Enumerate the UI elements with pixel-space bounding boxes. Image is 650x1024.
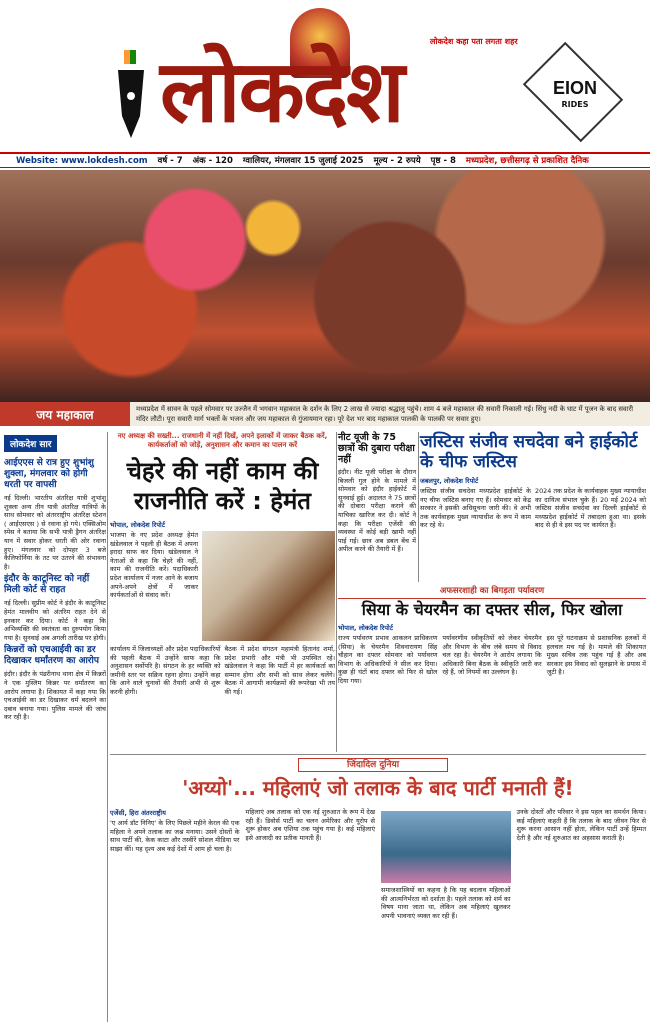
brief-headline: इंदौर के काटूनिस्ट को नहीं मिली कोर्ट से राहत bbox=[4, 574, 90, 596]
story-kicker: नए अध्यक्ष की सख्ती... राजधानी में नहीं दिखें, अपने इलाकों में जाकर बैठक करें, कार्यकर्ताओं को जोड़ें, अनुशासन और कमान का पालन करें bbox=[117, 432, 328, 449]
feature-byline: एजेंसी, हिरा अंतरराष्ट्रीय bbox=[110, 809, 166, 817]
justice-text: 2024 तक प्रदेश के कार्यवाहक मुख्य न्यायाधीश का दायित्व संभाल चुके हैं। 20 मई 2024 को जस्टिस संजीव सचदेवा का दिल्ली हाईकोर्ट से मध्यप्रदेश हाईकोर्ट में तबादला हुआ था। इसके बाद से ही वे इस पद पर कार्यरत हैं। bbox=[535, 487, 646, 530]
siya-story bbox=[338, 600, 646, 686]
neet-text: इंदौर। नीट यूजी परीक्षा के दौरान बिजली गुल होने के मामले में सोमवार को इंदौर हाईकोर्ट में सुनवाई हुई। अदालत ने 75 छात्रों की दोबारा परीक्षा कराने की याचिका खारिज कर दी। कोर्ट ने कहा कि परीक्षा एजेंसी की व्यवस्था में कोई बड़ी खामी नहीं पाई गई। छात्र अब डबल बेंच में अपील करने की तैयारी में हैं। bbox=[338, 468, 416, 554]
neet-story bbox=[338, 432, 416, 554]
eion-logo-sub: RIDES bbox=[561, 100, 589, 109]
hero-tag: जय महाकाल bbox=[0, 402, 130, 426]
place-date: ग्वालियर, मंगलवार 15 जुलाई 2025 bbox=[242, 156, 364, 166]
region-label: मध्यप्रदेश, छत्तीसगढ़ से प्रकाशित दैनिक bbox=[465, 156, 589, 166]
justice-byline: जबलपुर, लोकदेश रिपोर्ट bbox=[420, 477, 479, 485]
justice-text: जस्टिस संजीव सचदेवा मध्यप्रदेश हाईकोर्ट के नए चीफ जस्टिस बनाए गए हैं। सोमवार को केंद्र सरकार ने इसकी अधिसूचना जारी की। वे अभी तक कार्यवाहक मुख्य न्यायाधीश के रूप में काम कर रहे थे। bbox=[420, 487, 531, 530]
brief-text: नई दिल्ली। भारतीय अंतरिक्ष यात्री शुभांशु शुक्ला अन्य तीन यात्री अंतरिक्ष यात्रियों के साथ सोमवार को अंतरराष्ट्रीय अंतरिक्ष स्टेशन ( आईएसएस ) से रवाना हो गये। एक्सिओम स्पेस ने बताया कि सभी यात्री ड्रैगन अंतरिक्ष यान में सवार होकर धरती की ओर रवाना हुए। मंगलवार को दोपहर 3 बजे कैलिफोर्निया के तट पर उतरने की संभावना है। bbox=[4, 494, 106, 571]
brief-headline: आईएएस से रात्र हुए शुभांशु शुक्ला, मंगलवार को होगी धरती पर वापसी bbox=[4, 458, 94, 490]
pen-nib-icon bbox=[110, 46, 152, 141]
info-strip bbox=[0, 152, 650, 168]
feature-text: उनके दोस्तों और परिवार ने इस पहल का समर्थन किया। कई महिलाएं कहती हैं कि तलाक के बाद जीवन फिर से शुरू करना आसान नहीं होता, लेकिन पार्टी उन्हें हिम्मत देती है और नई शुरुआत का अहसास कराती है। bbox=[516, 808, 646, 842]
issue-label: अंक - 120 bbox=[192, 156, 233, 166]
feature-story bbox=[110, 758, 646, 1022]
lead-story bbox=[110, 432, 335, 697]
section-divider bbox=[110, 754, 646, 755]
column-divider bbox=[107, 432, 108, 1022]
tagline: लोकदेश कहा पता लगता शहर bbox=[430, 37, 518, 46]
brief-text: नई दिल्ली। सुप्रीम कोर्ट ने इंदौर के काटूनिस्ट हेमंत मालवीय को अंतरिम राहत देने से इनकार कर दिया। कोर्ट ने कहा कि अभिव्यक्ति की स्वतंत्रता का दुरुपयोग किया गया है। सुनवाई अब अगली तारीख पर होगी। bbox=[4, 599, 106, 642]
feature-photo bbox=[381, 811, 511, 883]
section-tag: अफसरशाही का बिगड़ता पर्यावरण bbox=[338, 585, 646, 599]
year-label: वर्ष - 7 bbox=[157, 156, 183, 166]
brief-text: इंदौर। इंदौर के पंढरीनाथ थाना क्षेत्र में किन्नरों ने एक मुस्लिम किन्नर पर धर्मांतरण का आरोप लगाया है। शिकायत में कहा गया कि एचआईवी का डर दिखाकर धर्म बदलने का दबाव बनाया गया। पुलिस मामले की जांच कर रही है। bbox=[4, 670, 106, 722]
story-text: भाजपा के नए प्रदेश अध्यक्ष हेमंत खंडेलवाल ने पहली ही बैठक में अपना इरादा साफ कर दिया। खंडेलवाल ने नेताओं से कहा कि चेहरे की नहीं, काम की राजनीति करें। पदाधिकारी प्रदेश कार्यालय में नजर आने के बजाय अपने-अपने क्षेत्रों में जाकर कार्यकर्ताओं से संवाद करें। bbox=[110, 531, 198, 600]
column-divider bbox=[418, 432, 419, 582]
column-divider bbox=[336, 432, 337, 752]
siya-text: इस पूरे घटनाक्रम से प्रशासनिक हलकों में हलचल मच गई है। मामले की शिकायत मुख्य सचिव तक पहुंच गई है और अब सरकार इस विवाद को सुलझाने के प्रयास में जुटी है। bbox=[546, 634, 646, 677]
justice-headline: जस्टिस संजीव सचदेवा बने हाईकोर्ट के चीफ जस्टिस bbox=[420, 432, 638, 472]
hero-caption: मध्यप्रदेश में सावन के पहले सोमवार पर उज्जैन में भगवान महाकाल के दर्शन के लिए 2 लाख से ज्यादा श्रद्धालु पहुंचे। शाम 4 बजे महाकाल की सवारी निकाली गई। सिंधु नदी के घाट में पूजन के बाद सवारी मंदिर लौटी। पूरा सवारी मार्ग भक्तों के भजन और जय महाकाल से गुंजायमान रहा। पूरे देश भर बाद महाकाल पालकी के पालकी पर सवार हुए। bbox=[136, 405, 634, 423]
eion-logo: EION bbox=[552, 78, 597, 98]
siya-text: राज्य पर्यावरण प्रभाव आकलन प्राधिकरण (सिया) के चेयरमैन शिवनारायण सिंह चौहान का दफ्तर सोमवार को पर्यावरण विभाग के अधिकारियों ने सील कर दिया। कुछ ही घंटों बाद दफ्तर को फिर से खोल दिया गया। bbox=[338, 634, 438, 685]
feature-text: समाजशास्त्रियों का कहना है कि यह बदलाव महिलाओं की आत्मनिर्भरता को दर्शाता है। पहले तलाक को शर्म का विषय माना जाता था, लेकिन अब महिलाएं खुलकर अपनी भावनाएं व्यक्त कर रही हैं। bbox=[381, 886, 511, 920]
price-label: मूल्य - 2 रुपये bbox=[373, 156, 421, 166]
pages-label: पृष्ठ - 8 bbox=[430, 156, 456, 166]
news-brief-column bbox=[4, 432, 106, 1022]
story-text: कार्यालय में जिलाध्यक्षों और प्रदेश पदाधिकारियों की पहली बैठक में उन्होंने साफ कहा कि अनुशासन सर्वोपरि है। संगठन के हर व्यक्ति को जमीनी स्तर पर सक्रिय रहना होगा। उन्होंने कहा कि आने वाले चुनावों की तैयारी अभी से शुरू करनी होगी। bbox=[110, 645, 221, 696]
story-photo bbox=[202, 531, 335, 641]
section-tag: लोकदेश सार bbox=[4, 435, 57, 452]
feature-tag: जिंदादिल दुनिया bbox=[298, 758, 448, 772]
hero-photo bbox=[0, 170, 650, 402]
newspaper-title: लोकदेश bbox=[160, 41, 403, 142]
story-headline: चेहरे की नहीं काम की राजनीति करें : हेमंत bbox=[126, 457, 319, 515]
justice-story bbox=[420, 432, 646, 530]
siya-byline: भोपाल, लोकदेश रिपोर्ट bbox=[338, 624, 393, 632]
story-text: बैठक में प्रदेश संगठन महामंत्री हितानंद शर्मा, प्रदेश प्रभारी और मंत्री भी उपस्थित रहे। खंडेलवाल ने कहा कि पार्टी में हर कार्यकर्ता का सम्मान होगा और सभी को साथ लेकर चलेंगे। बैठक में आगामी कार्यक्रमों की रूपरेखा भी तय की गई। bbox=[224, 645, 335, 696]
story-byline: भोपाल, लोकदेश रिपोर्ट bbox=[110, 521, 165, 529]
hero-caption-bar bbox=[0, 402, 650, 426]
website-link[interactable]: Website: www.lokdesh.com bbox=[16, 155, 148, 166]
siya-headline: सिया के चेयरमैन का दफ्तर सील, फिर खोला bbox=[361, 600, 623, 619]
feature-text: 'ए आर्य डॉट निनिए' के लिए पिछले महीने केरल की एक महिला ने अपने तलाक का जश्न मनाया। उसने दोस्तों के साथ पार्टी की, केक काटा और तस्वीरें सोशल मीडिया पर साझा कीं। यह दृश्य अब कई देशों में आम हो चला है। bbox=[110, 819, 240, 853]
brief-headline: किन्नरों को एचआईवी का डर दिखाकर धर्मांतरण का आरोप bbox=[4, 645, 99, 667]
feature-headline: 'अय्यो'... महिलाएं जो तलाक के बाद पार्टी मनाती हैं! bbox=[182, 776, 574, 800]
neet-headline: नीट यूजी के 75 छात्रों की दुबारा परीक्षा नहीं bbox=[338, 432, 415, 465]
siya-text: पर्यावरणीय स्वीकृतियों को लेकर चेयरमैन और विभाग के बीच लंबे समय से विवाद चल रहा है। चेयरमैन ने आरोप लगाया कि अधिकारी बिना बैठक के स्वीकृति जारी कर रहे हैं, जो नियमों का उल्लंघन है। bbox=[442, 634, 542, 677]
feature-text: महिलाएं अब तलाक को एक नई शुरुआत के रूप में देख रही हैं। डिवोर्स पार्टी का चलन अमेरिका और यूरोप से शुरू होकर अब एशिया तक पहुंच गया है। कई महिलाएं इसे आजादी का प्रतीक मानती हैं। bbox=[245, 808, 375, 842]
masthead bbox=[0, 0, 650, 152]
